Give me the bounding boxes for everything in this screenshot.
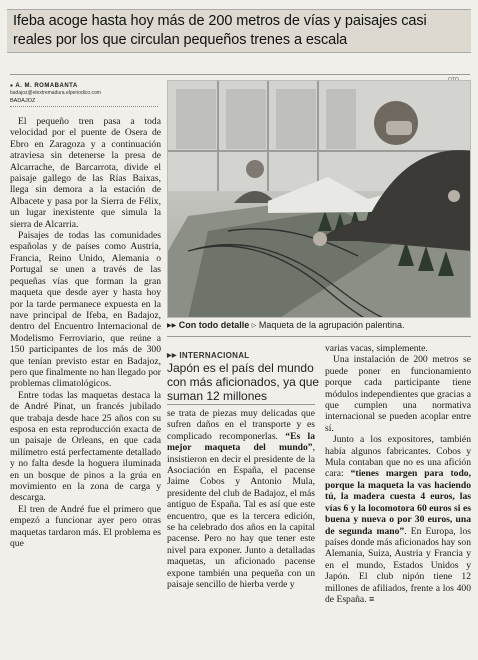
sidebar-divider	[167, 404, 315, 405]
col3-paragraph-1: Una instalación de 200 metros se puede poner en funcionamiento porque cada participante tiene módulos independientes que gracias a que cumplen una normativa internacional se pueden acoplar entre sí.	[325, 354, 471, 434]
section-arrows-icon: ▶▶	[167, 353, 177, 359]
col1-paragraph-1: El pequeño tren pasa a toda velocidad por el puente de Osera de Ebro en Zaragoza y a continuación atraviesa sin detenerse la presa de Alcarrache, de Barcarrota, divide el paisaje gallego de las Rías Baixas, llega sin demora a la estación de Albacete y pasa por la Sierra de Félix, un lugar inexistente que simula la sierra de Alcarria.	[10, 116, 161, 230]
caption-divider	[167, 336, 471, 337]
top-rule	[10, 74, 470, 75]
bullet-icon: ▪	[10, 81, 14, 90]
col3-text-b: . En Europa, los países donde más aficionados hay son Alemania, Suiza, Austria y Francia y en el mundo, Estados Unidos y Japón. El club nipón tiene 12 millones de afiliados, frente a los 400 de España.	[325, 525, 471, 605]
col1-paragraph-2: Paisajes de todas las comunidades españolas y de países como Austria, Francia, Reino Unido, Alemania o Portugal se unen a través de las pequeñas vías que forman la gran maqueta que desde ayer y hasta hoy por la tarde permanece expuesta en la nave principal de Ifeba, en Badajoz, dentro del Encuentro Internacional de Modelismo Ferroviario, que reúne a 150 participantes de los más de 300 que tenían previsto estar en Badajoz, pero que finalmente no han llegado por problemas climatológicos.	[10, 230, 161, 390]
caption-lead: Con todo detalle	[178, 320, 250, 330]
caption-arrows-icon: ▶▶	[167, 323, 177, 329]
col3-paragraph-0: varias vacas, simplemente.	[325, 343, 428, 354]
author-name: A. M. ROMABANTA	[15, 83, 78, 89]
column-3	[325, 343, 471, 605]
caption-text: Maqueta de la agrupación palentina.	[258, 320, 405, 330]
col2-text-a: se trata de piezas muy delicadas que sufren daños en el transporte y es complicado recomponerlas.	[167, 408, 315, 442]
byline-divider	[10, 106, 158, 107]
col1-paragraph-3: Entre todas las maquetas destaca la de André Pinat, un francés jubilado que trabaja desde hace 25 años con su esposa en esta reproducción exacta de un paisaje de Orleans, en que cada milímetro está perfectamente detallado y no falta desde la hoguera iluminada en un bosque de pinos a la grúa en movimiento en la zona de carga y descarga.	[10, 389, 161, 504]
col3-quote: “tienes margen para todo, porque la maqueta la vas haciendo tú, la madera cuesta 4 euros, las vías 6 y la locomotora 60 euros si es buena y nueva o por 30 euros, una de segunda mano”	[325, 468, 471, 537]
byline-email[interactable]: badajoz@elextremadura.elperiodico.com	[10, 90, 101, 96]
sidebar-title: Japón es el país del mundo con más aficionados, ya que suman 12 millones	[167, 361, 320, 403]
end-of-article-icon: ≡	[368, 593, 375, 604]
model-railway-photo	[167, 80, 471, 318]
col1-paragraph-4: El tren de André fue el primero que empezó a funcionar ayer pero otras maquetas tardaron más. El problema es que	[10, 503, 161, 550]
col3-paragraph-2	[325, 434, 471, 605]
col2-paragraph-1	[167, 408, 315, 591]
photo-caption	[167, 320, 471, 330]
byline-author	[10, 81, 160, 90]
section-tag	[167, 351, 315, 360]
caption-pointer-icon: ▷	[251, 323, 257, 329]
column-2	[167, 408, 315, 591]
photo-illustration	[168, 81, 471, 318]
col3-text-a: Junto a los expositores, también había algunos fabricantes. Cobos y Mula contaban que no es una afición cara:	[325, 434, 471, 480]
col2-quote: “Es la mejor maqueta del mundo”	[167, 430, 315, 454]
byline-city: BADAJOZ	[10, 98, 36, 104]
column-1	[10, 116, 161, 549]
section-tag-label: INTERNACIONAL	[179, 351, 250, 360]
headline: Ifeba acoge hasta hoy más de 200 metros de vías y paisajes casi reales por los que circulan pequeños trenes a escala	[7, 9, 471, 53]
col2-text-b: , insistieron en decir el presidente de la Asociación en España, el pacense Jaime Cobos y Antonio Mula, presidente del club de Badajoz, el más antiguo de España. Tal es así que este encuentro, que es la tercera edición, se ha celebrado dos años en la capital pacense. Pero no hay que tener este nivel para exponer. Junto a detalladas maquetas, un aficionado pacense expone también una pequeña con un paisaje sencillo de hierba verde y	[167, 442, 315, 591]
